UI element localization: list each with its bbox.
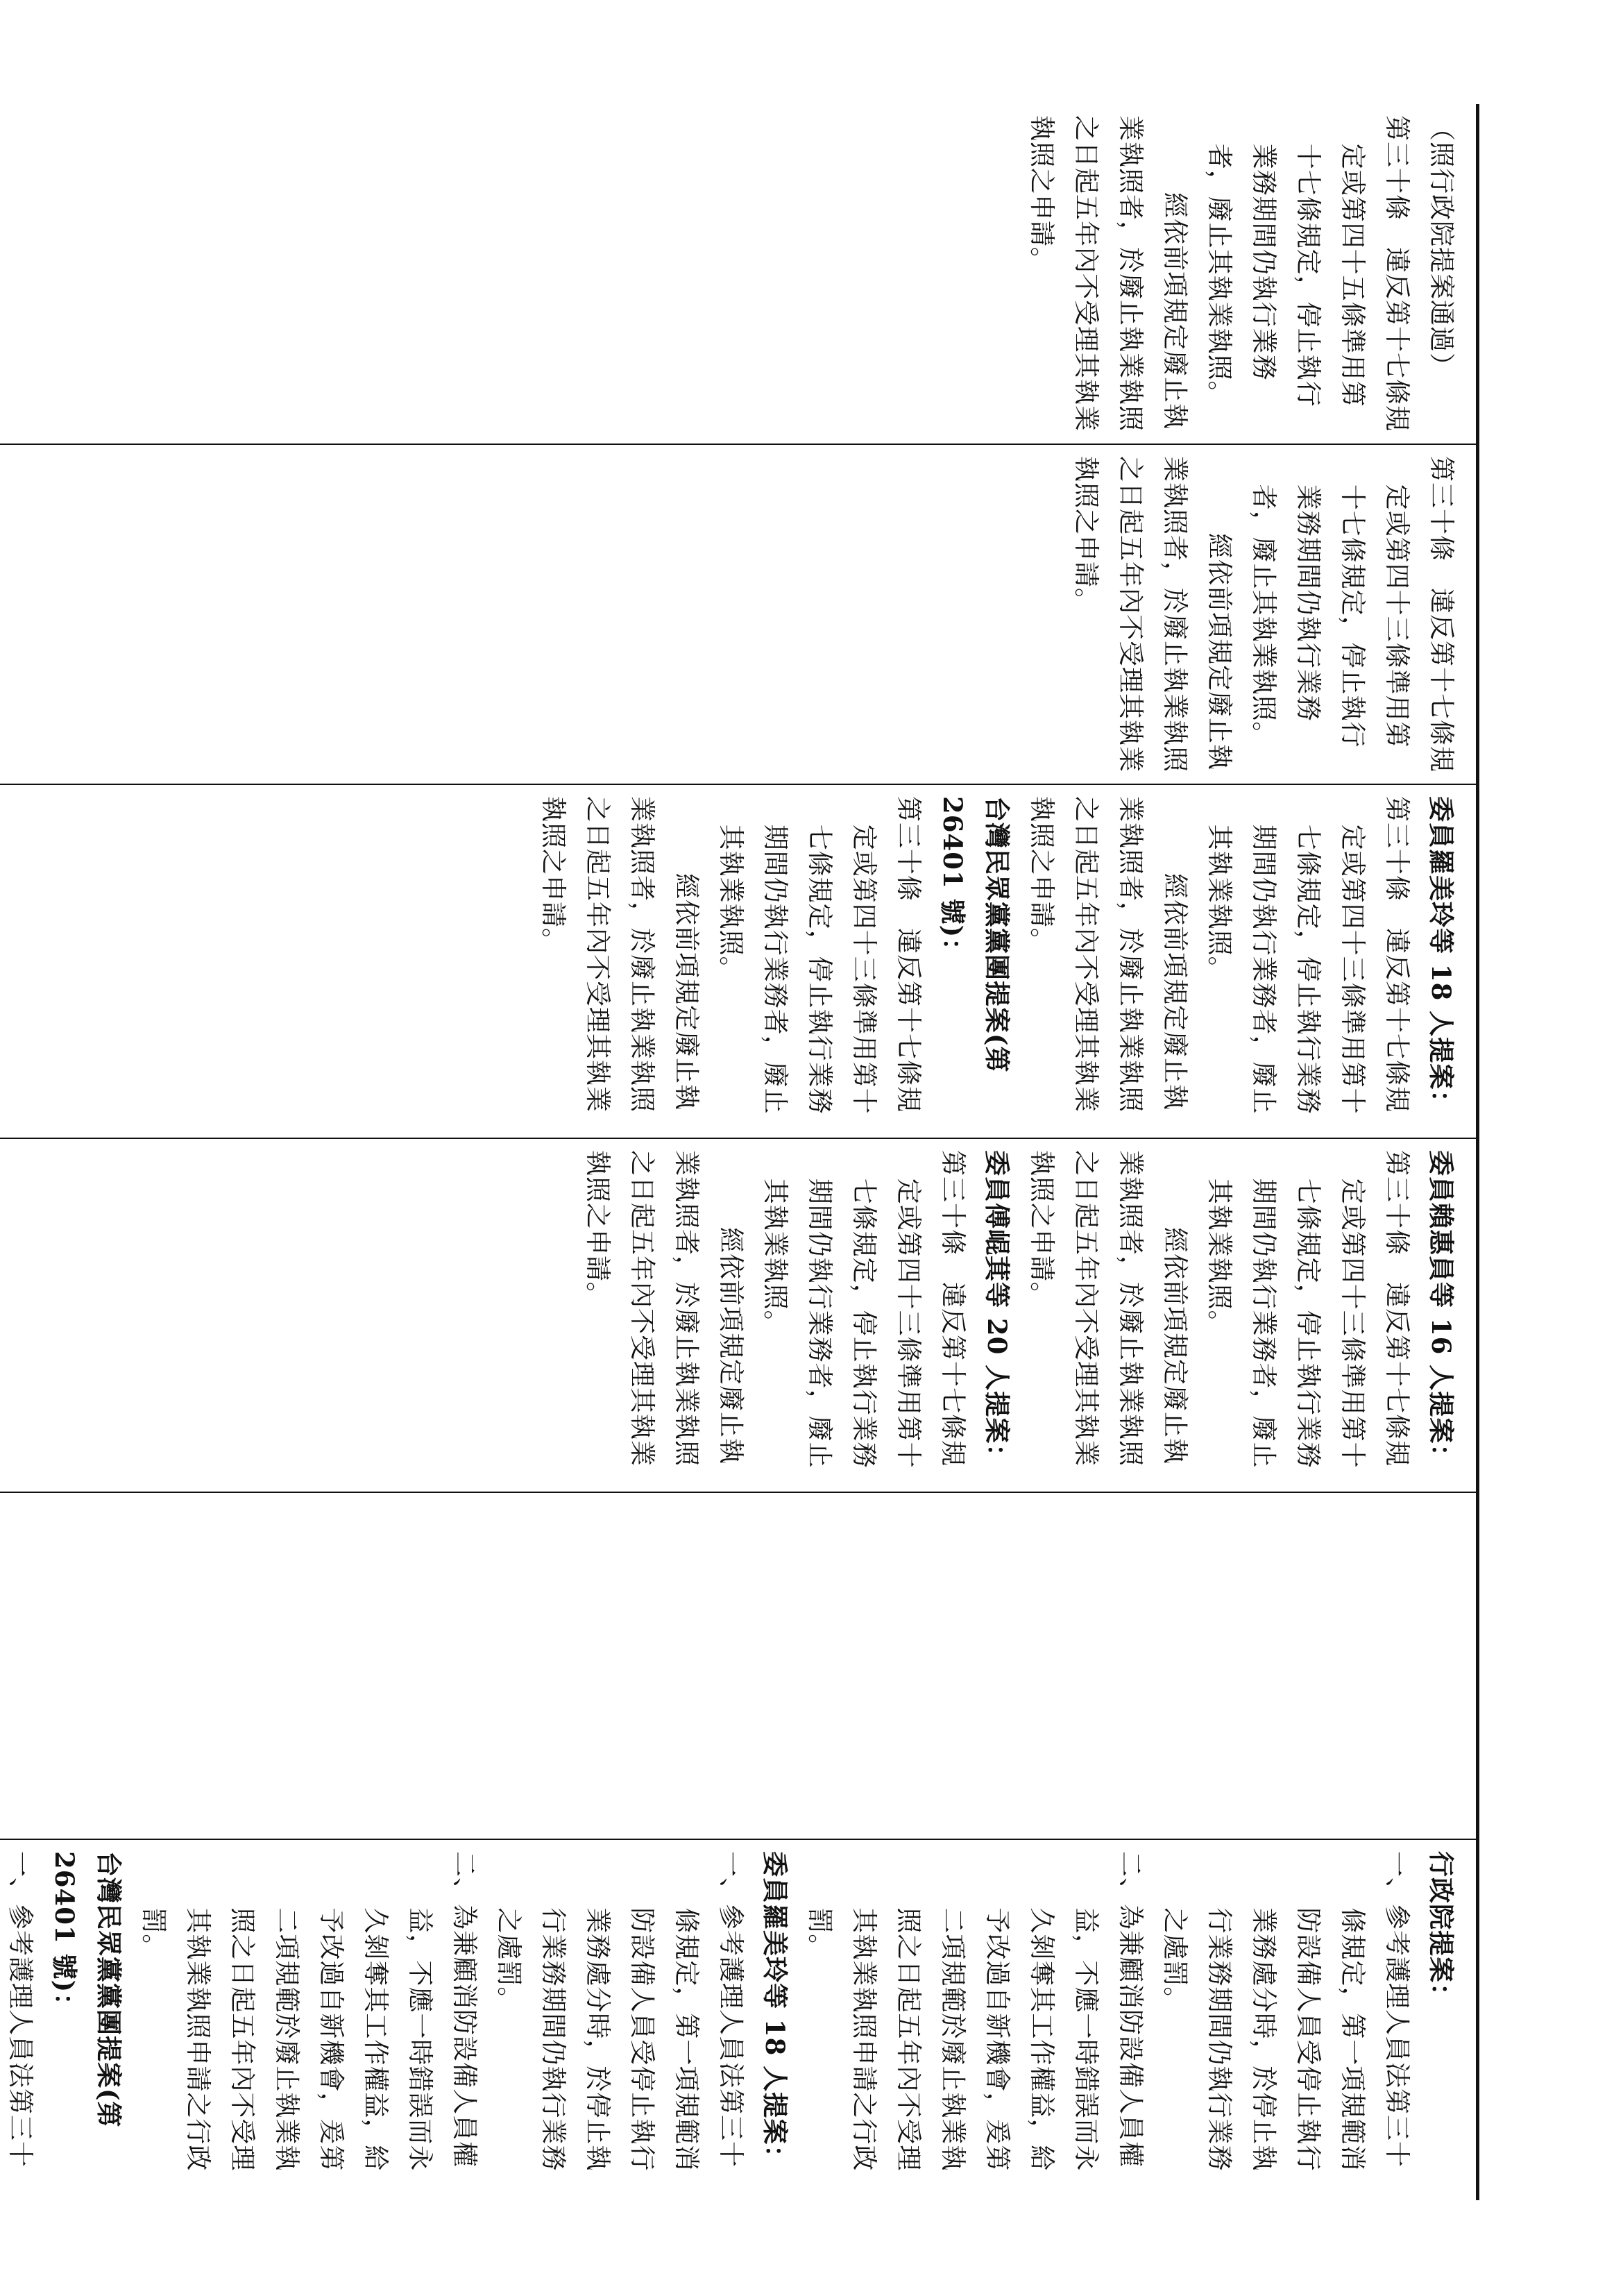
rotated-page: [6, 104, 1479, 2200]
article-text: 第三十條 違反第十七條規定或第四十三條準用第十七條規定，停止執行業務期間仍執行業務者，廢止其執業執照。: [716, 796, 924, 1115]
resolution-note: （照行政院提案通過）: [1427, 115, 1456, 379]
article-paragraph: 經依前項規定廢止執業執照者，於廢止執業執照之日起五年內不受理其執業執照之申請。: [1027, 115, 1190, 432]
explanation-item: 二、為兼顧消防設備人員權益，不應一時錯誤而永久剝奪其工作權益，給予改過自新機會，爰第二項規範於廢止執業執照之日起五年內不受理其執業執照申請之行政罰。: [139, 1851, 479, 2172]
explanation-item: 二、為兼顧消防設備人員權益，不應一時錯誤而永久剝奪其工作權益，給予改過自新機會，爰第二項規範於廢止執業執照之日起五年內不受理其執業執照申請之行政罰。: [805, 1851, 1146, 2172]
article-paragraph: 經依前項規定廢止執業執照者，於廢止執業執照之日起五年內不受理其執業執照之申請。: [538, 796, 702, 1113]
lai-and-fu-proposals-column: [0, 1138, 1478, 1492]
explanation-item: 一、參考護理人員法第三十條規定，第一項規範消防設備人員受停止執行業務處分時，於停止執行業務期間仍執行業務之處罰。: [1160, 1851, 1412, 2172]
article-text: 第三十條 違反第十七條規定或第四十三條準用第十七條規定，停止執行業務期間仍執行業務者，廢止其執業執照。: [1205, 1150, 1412, 1469]
proposal-heading: 委員羅美玲等 18 人提案：: [1426, 796, 1456, 1117]
proposal-heading: 委員傅崐萁等 20 人提案：: [982, 1150, 1012, 1471]
table-row: [0, 104, 1478, 2200]
empty-column: [0, 1492, 1478, 1839]
article-text: 第三十條 違反第十七條規定或第四十三條準用第十七條規定，停止執行業務期間仍執行業務者，廢止其執業執照。: [1205, 796, 1412, 1115]
comparison-table: [0, 104, 1479, 2200]
proposal-heading: 委員羅美玲等 18 人提案：: [760, 1851, 790, 2172]
explanation-item: 一、參考護理人員法第三十: [6, 1851, 35, 2168]
article-paragraph: 經依前項規定廢止執業執照者，於廢止執業執照之日起五年內不受理其執業執照之申請。: [1027, 1150, 1190, 1467]
proposal-heading: 行政院提案：: [1426, 1851, 1456, 2009]
article-paragraph: 經依前項規定廢止執業執照者，於廢止執業執照之日起五年內不受理其執業執照之申請。: [1071, 456, 1234, 773]
passed-column: [0, 104, 1478, 444]
luo-and-tpp-proposals-column: [0, 784, 1478, 1138]
explanations-column: [0, 1839, 1478, 2200]
article-text: 第三十條 違反第十七條規定或第四十三條準用第十七條規定，停止執行業務期間仍執行業務者，廢止其執業執照。: [760, 1150, 968, 1469]
current-law-column: [0, 444, 1478, 784]
article-paragraph: 經依前項規定廢止執業執照者，於廢止執業執照之日起五年內不受理其執業執照之申請。: [583, 1150, 746, 1467]
article-paragraph: 經依前項規定廢止執業執照者，於廢止執業執照之日起五年內不受理其執業執照之申請。: [1027, 796, 1190, 1113]
article-text: 第三十條 違反第十七條規定或第四十五條準用第十七條規定，停止執行業務期間仍執行業務者，廢止其執業執照。: [1205, 115, 1412, 432]
proposal-heading: 台灣民眾黨黨團提案(第 26401 號)：: [49, 1851, 124, 2128]
proposal-heading: 台灣民眾黨黨團提案(第 26401 號)：: [937, 796, 1012, 1073]
explanation-item: 一、參考護理人員法第三十條規定，第一項規範消防設備人員受停止執行業務處分時，於停止執行業務期間仍執行業務之處罰。: [494, 1851, 746, 2172]
proposal-heading: 委員賴惠員等 16 人提案：: [1426, 1150, 1456, 1471]
article-text: 第三十條 違反第十七條規定或第四十三條準用第十七條規定，停止執行業務期間仍執行業務者，廢止其執業執照。: [1249, 456, 1456, 773]
